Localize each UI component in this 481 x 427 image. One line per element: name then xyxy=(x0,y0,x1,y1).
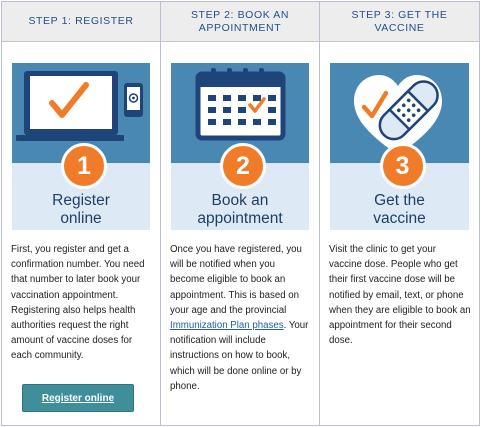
step-1-number-badge: 1 xyxy=(61,143,107,189)
step-2-number-badge: 2 xyxy=(220,143,266,189)
step-3-number-badge: 3 xyxy=(380,143,426,189)
step-2-card xyxy=(171,63,309,230)
step-2-header xyxy=(161,2,319,42)
step-2-header-line2: APPOINTMENT xyxy=(198,21,282,34)
step-1-description: First, you register and get a confirmation number. You need that number to later book your vaccination appointment. Registering also helps health authorities request the right amount of vaccine doses for each community. xyxy=(11,244,145,362)
step-3-card xyxy=(330,63,469,230)
step-2-description: Once you have registered, you will be notified when you become eligible to book an appointment. This is based on your age and the provincial Immunization Plan phases. Your notification will include instructions on how to book, which will be done online or by phone. xyxy=(170,244,309,392)
step-1-title: Register online xyxy=(52,192,110,227)
step-1-header xyxy=(2,2,160,42)
vaccination-steps xyxy=(1,1,480,426)
register-online-button[interactable]: Register online xyxy=(22,384,134,412)
step-3-description: Visit the clinic to get your vaccine dose. People who get their first vaccine dose will be notified by email, text, or phone when they are eligible to book an appointment for their second dose. xyxy=(329,244,471,347)
step-2-header-line1: STEP 2: BOOK AN xyxy=(190,8,290,21)
step-2-title: Book an appointment xyxy=(197,192,283,227)
immunization-plan-phases-link[interactable]: Immunization Plan phases xyxy=(170,320,284,332)
step-3-title: Get the vaccine xyxy=(373,192,426,227)
step-3-header-text: STEP 3: GET THE VACCINE xyxy=(351,8,448,34)
step-1-card xyxy=(12,63,150,230)
step-2-column xyxy=(160,2,319,425)
step-1-header-text: STEP 1: REGISTER xyxy=(28,15,134,27)
step-1-column xyxy=(2,2,160,425)
step-3-column xyxy=(319,2,479,425)
step-3-header xyxy=(320,2,479,42)
